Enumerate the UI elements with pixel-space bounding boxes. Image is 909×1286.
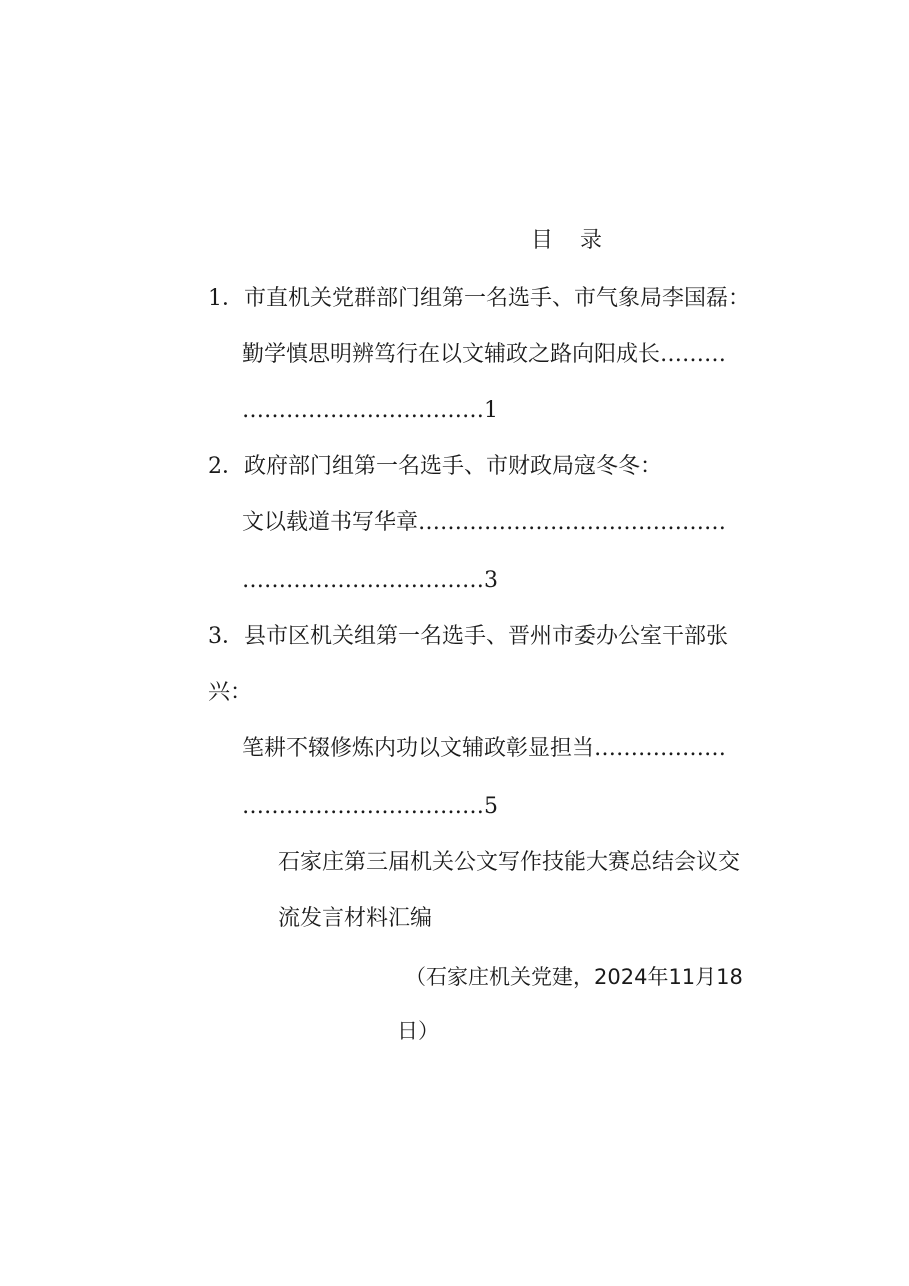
source-line-1: （石家庄机关党建，2024年11月18 [405, 965, 743, 989]
toc-entry-heading: 1．市直机关党群部门组第一名选手、市气象局李国磊： [208, 286, 750, 311]
toc-entry-title: 文以载道书写华章…………………………………… [242, 510, 727, 535]
toc-entry-heading-wrap: 兴： [208, 680, 253, 705]
toc-entry-heading: 3．县市区机关组第一名选手、晋州市委办公室干部张 [208, 624, 728, 649]
source-line-2: 日） [397, 1019, 439, 1043]
toc-title: 目 录 [531, 228, 612, 253]
toc-entry-page: ……………………………5 [242, 794, 498, 819]
toc-entry-title: 勤学慎思明辨笃行在以文辅政之路向阳成长……… [242, 342, 727, 367]
toc-entry-title: 笔耕不辍修炼内功以文辅政彰显担当……………… [242, 736, 727, 761]
toc-entry-heading: 2．政府部门组第一名选手、市财政局寇冬冬： [208, 454, 662, 479]
document-title-line-1: 石家庄第三届机关公文写作技能大赛总结会议交 [278, 850, 741, 875]
document-title-line-2: 流发言材料汇编 [278, 906, 433, 931]
toc-entry-page: ……………………………3 [242, 568, 498, 593]
toc-entry-page: ……………………………1 [242, 398, 498, 423]
